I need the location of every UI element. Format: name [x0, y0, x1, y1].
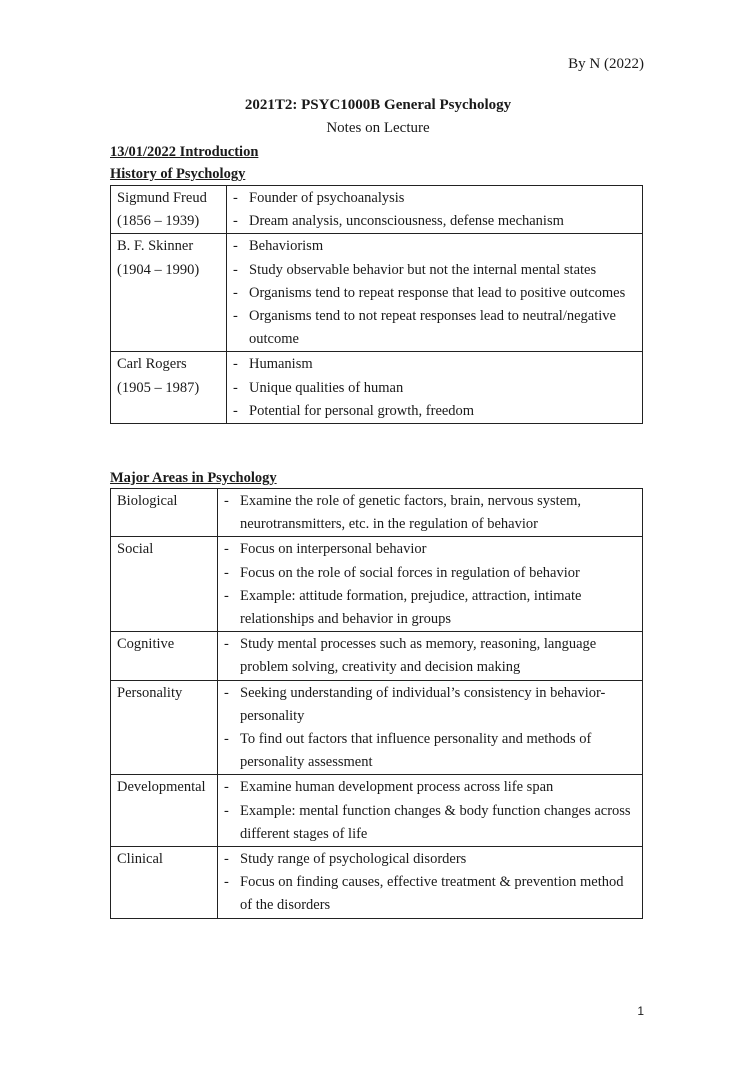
list-item: - Potential for personal growth, freedom: [227, 400, 636, 423]
table-row: [111, 537, 643, 632]
row-label-cell: [111, 489, 218, 537]
list-item: - Study observable behavior but not the internal mental states: [227, 259, 636, 282]
page-number: 1: [637, 1004, 644, 1018]
section-date-heading: 13/01/2022 Introduction: [110, 144, 259, 160]
row-name: Social: [117, 541, 154, 558]
table-row: [111, 186, 643, 234]
history-heading: History of Psychology: [110, 166, 246, 182]
row-years: (1856 – 1939): [117, 213, 200, 230]
table-row: [111, 632, 643, 680]
row-label-cell: [111, 537, 218, 632]
list-item: - Humanism: [227, 353, 636, 376]
author-line: By N (2022): [568, 56, 644, 72]
row-label-cell: [111, 352, 227, 424]
bullet-list: [218, 633, 636, 679]
table-row: [111, 234, 643, 352]
document-subtitle: Notes on Lecture: [326, 120, 430, 136]
bullet-list: [218, 538, 636, 631]
row-points-cell: [227, 186, 643, 234]
row-points-cell: [227, 352, 643, 424]
list-item: - Organisms tend to not repeat responses lead to neutral/negative outcome: [227, 305, 636, 351]
row-name: Clinical: [117, 851, 163, 868]
list-item: - Examine the role of genetic factors, brain, nervous system, neurotransmitters, etc. in the regulation of behavior: [218, 490, 636, 536]
list-item: - Study range of psychological disorders: [218, 848, 636, 871]
list-item: - Example: attitude formation, prejudice, attraction, intimate relationships and behavior in groups: [218, 585, 636, 631]
list-item: - Seeking understanding of individual’s consistency in behavior-personality: [218, 682, 636, 728]
row-label-cell: [111, 186, 227, 234]
document-title: 2021T2: PSYC1000B General Psychology: [244, 97, 512, 113]
table-row: [111, 680, 643, 775]
list-item: - To find out factors that influence personality and methods of personality assessment: [218, 728, 636, 774]
row-points-cell: [218, 632, 643, 680]
table-row: [111, 352, 643, 424]
list-item: - Focus on the role of social forces in regulation of behavior: [218, 562, 636, 585]
history-table: [110, 185, 643, 424]
bullet-list: [227, 187, 636, 233]
row-points-cell: [218, 680, 643, 775]
table-row: [111, 775, 643, 847]
list-item: - Example: mental function changes & body function changes across different stages of life: [218, 800, 636, 846]
table-row: [111, 489, 643, 537]
row-label-cell: [111, 847, 218, 919]
bullet-list: [227, 235, 636, 351]
areas-table: [110, 488, 643, 919]
row-name: Personality: [117, 684, 183, 701]
row-points-cell: [227, 234, 643, 352]
list-item: - Organisms tend to repeat response that lead to positive outcomes: [227, 282, 636, 305]
bullet-list: [227, 353, 636, 423]
row-name: Developmental: [117, 779, 206, 796]
row-years: (1904 – 1990): [117, 261, 200, 278]
row-points-cell: [218, 847, 643, 919]
row-years: (1905 – 1987): [117, 379, 200, 396]
row-name: Cognitive: [117, 636, 175, 653]
list-item: - Behaviorism: [227, 235, 636, 258]
list-item: - Unique qualities of human: [227, 377, 636, 400]
bullet-list: [218, 776, 636, 846]
bullet-list: [218, 848, 636, 918]
row-label-cell: [111, 680, 218, 775]
row-points-cell: [218, 537, 643, 632]
row-label-cell: [111, 632, 218, 680]
list-item: - Dream analysis, unconsciousness, defense mechanism: [227, 210, 636, 233]
row-points-cell: [218, 775, 643, 847]
list-item: - Focus on interpersonal behavior: [218, 538, 636, 561]
row-points-cell: [218, 489, 643, 537]
list-item: - Study mental processes such as memory, reasoning, language problem solving, creativity and decision making: [218, 633, 636, 679]
list-item: - Focus on finding causes, effective treatment & prevention method of the disorders: [218, 871, 636, 917]
row-name: Biological: [117, 493, 178, 509]
areas-heading: Major Areas in Psychology: [110, 470, 277, 486]
row-label-cell: [111, 775, 218, 847]
list-item: - Founder of psychoanalysis: [227, 187, 636, 210]
row-name: B. F. Skinner: [117, 238, 194, 255]
row-name: Carl Rogers: [117, 356, 187, 373]
row-label-cell: [111, 234, 227, 352]
list-item: - Examine human development process across life span: [218, 776, 636, 799]
table-row: [111, 847, 643, 919]
bullet-list: [218, 682, 636, 775]
row-name: Sigmund Freud: [117, 190, 207, 206]
bullet-list: [218, 490, 636, 536]
